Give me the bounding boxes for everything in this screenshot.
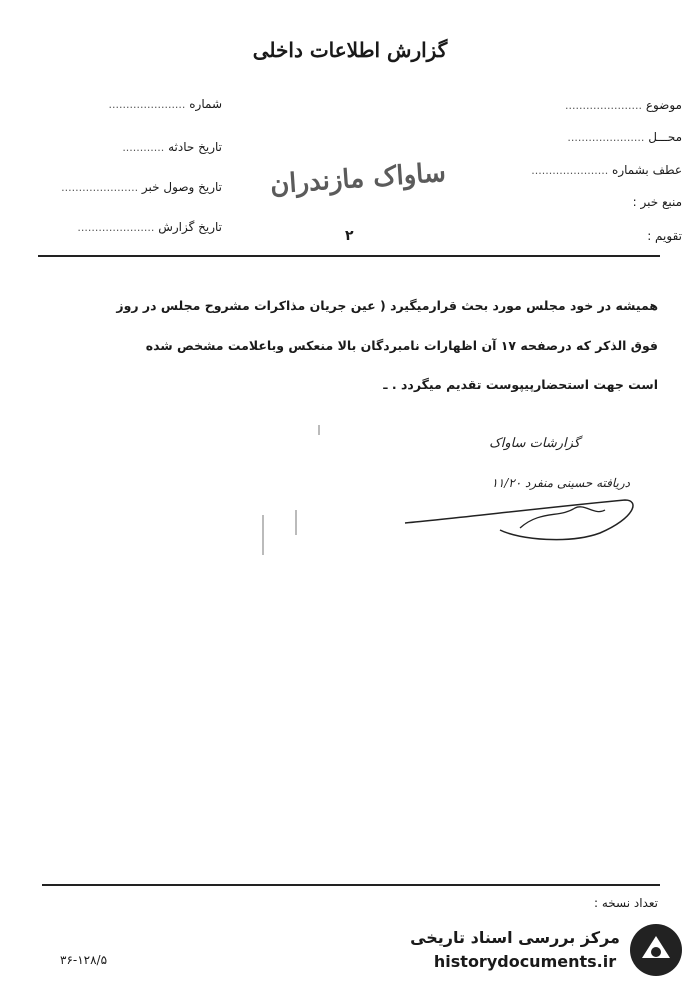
- field-calendar: [647, 229, 682, 243]
- field-number: [109, 97, 223, 111]
- scan-mark: [295, 510, 297, 535]
- field-source: [633, 195, 682, 209]
- field-report-date-label: تاریخ گزارش: [158, 220, 222, 234]
- scan-mark: [262, 515, 264, 555]
- scan-mark: [318, 425, 320, 435]
- field-receipt-date-label: تاریخ وصول خبر: [141, 180, 222, 194]
- field-location: [567, 130, 682, 144]
- watermark-url: historydocuments.ir: [433, 952, 617, 971]
- page-number: ۲: [345, 228, 354, 244]
- field-number-label: شماره: [189, 97, 222, 111]
- watermark-logo-icon: [628, 922, 684, 978]
- document-code: ۳۶-۱۲۸/۵: [60, 953, 108, 967]
- page-title: گزارش اطلاعات داخلی: [252, 38, 448, 62]
- field-report-date-dots: ......................: [77, 221, 155, 234]
- footer-divider: [42, 884, 660, 886]
- field-location-dots: ......................: [567, 131, 645, 144]
- field-incident-date-dots: ............: [122, 141, 165, 154]
- field-report-date: [77, 220, 222, 234]
- signature-line-1: گزارشات ساواک: [489, 436, 580, 451]
- field-subject: [565, 98, 682, 112]
- field-calendar-label: تقویم :: [647, 229, 682, 243]
- signature-scribble: [400, 488, 640, 548]
- field-subject-label: موضوع: [645, 98, 682, 112]
- field-receipt-date: [61, 180, 222, 194]
- field-incident-date-label: تاریخ حادثه: [168, 140, 222, 154]
- field-reference-dots: ......................: [531, 164, 609, 177]
- field-reference-label: عطف بشماره: [612, 163, 682, 177]
- field-number-dots: ......................: [108, 98, 186, 111]
- signature-line-2: دریافته حسینی منفرد ۱۱/۲۰: [491, 476, 630, 490]
- body-line-3: است جهت استحضارپیپوست تقدیم میگردد . ـ: [383, 377, 658, 392]
- field-subject-dots: ......................: [565, 99, 642, 112]
- body-line-2: فوق الذکر که درصفحه ۱۷ آن اظهارات نامبردگان بالا منعکس وباعلامت مشخص شده: [145, 338, 658, 353]
- body-line-1: همیشه در خود مجلس مورد بحث قرارمیگیرد ( عین جریان مذاکرات مشروح مجلس در روز: [116, 298, 658, 313]
- field-reference: [531, 163, 682, 177]
- watermark-name: مرکز بررسی اسناد تاریخی: [410, 928, 620, 947]
- field-source-label: منبع خبر :: [632, 195, 682, 209]
- copies-label: تعداد نسخه :: [593, 896, 658, 910]
- field-incident-date: [122, 140, 222, 154]
- field-receipt-date-dots: ......................: [61, 181, 139, 194]
- field-location-label: محـــل: [648, 130, 682, 144]
- header-divider: [38, 255, 660, 257]
- agency-stamp: ساواک مازندران: [269, 157, 447, 201]
